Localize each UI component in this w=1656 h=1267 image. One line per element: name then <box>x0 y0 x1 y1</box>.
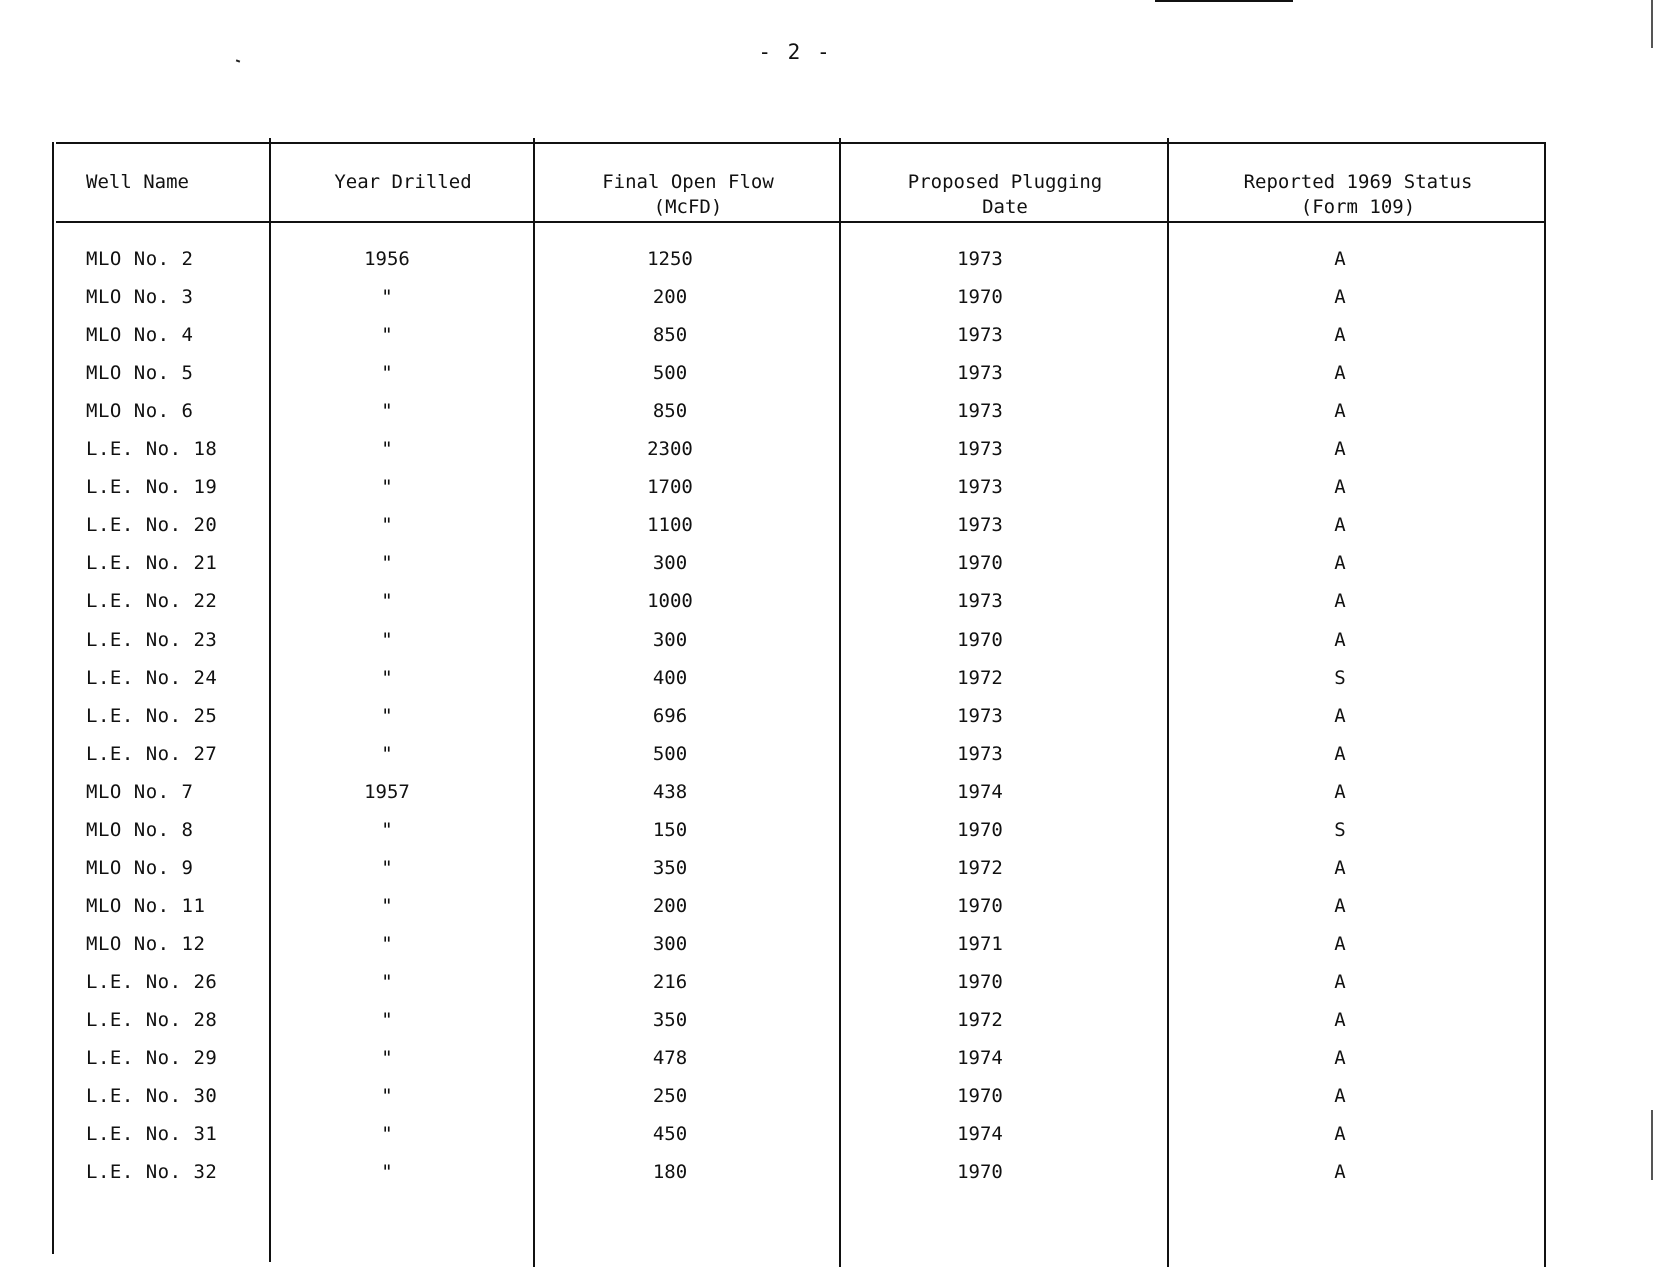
header-proposed-plugging-label: Proposed Plugging <box>907 171 1103 193</box>
cell-status: A <box>1334 590 1346 612</box>
cell-status: A <box>1334 743 1346 765</box>
cell-final-open-flow: 1700 <box>647 476 693 498</box>
cell-final-open-flow: 850 <box>652 324 688 346</box>
cell-final-open-flow: 500 <box>652 362 688 384</box>
cell-well-name: L.E. No. 26 <box>86 971 218 993</box>
column-rule-3 <box>839 138 841 1267</box>
header-reported-status-sub: (Form 109) <box>1300 196 1416 218</box>
cell-final-open-flow: 300 <box>652 933 688 955</box>
cell-well-name: L.E. No. 19 <box>86 476 218 498</box>
cell-status: A <box>1334 1123 1346 1145</box>
cell-status: A <box>1334 933 1346 955</box>
cell-year-drilled: " <box>381 857 393 879</box>
cell-well-name: L.E. No. 27 <box>86 743 218 765</box>
cell-year-drilled: " <box>381 933 393 955</box>
cell-status: A <box>1334 1085 1346 1107</box>
cell-plugging-date: 1973 <box>957 248 1003 270</box>
column-rule-1 <box>269 138 271 1262</box>
cell-year-drilled: " <box>381 552 393 574</box>
cell-well-name: MLO No. 12 <box>86 933 206 955</box>
cell-final-open-flow: 300 <box>652 552 688 574</box>
cell-plugging-date: 1970 <box>957 286 1003 308</box>
cell-status: A <box>1334 514 1346 536</box>
cell-well-name: L.E. No. 20 <box>86 514 218 536</box>
cell-year-drilled: 1956 <box>364 248 410 270</box>
cell-year-drilled: " <box>381 514 393 536</box>
cell-status: A <box>1334 629 1346 651</box>
cell-plugging-date: 1973 <box>957 438 1003 460</box>
cell-status: A <box>1334 1047 1346 1069</box>
cell-year-drilled: " <box>381 476 393 498</box>
cell-final-open-flow: 450 <box>652 1123 688 1145</box>
cell-status: A <box>1334 286 1346 308</box>
cell-plugging-date: 1970 <box>957 1161 1003 1183</box>
cell-well-name: MLO No. 6 <box>86 400 194 422</box>
cell-plugging-date: 1973 <box>957 590 1003 612</box>
cell-well-name: MLO No. 5 <box>86 362 194 384</box>
cell-final-open-flow: 216 <box>652 971 688 993</box>
cell-plugging-date: 1972 <box>957 857 1003 879</box>
cell-final-open-flow: 200 <box>652 286 688 308</box>
column-rule-right <box>1544 142 1546 1267</box>
cell-year-drilled: 1957 <box>364 781 410 803</box>
cell-well-name: MLO No. 8 <box>86 819 194 841</box>
cell-year-drilled: " <box>381 667 393 689</box>
cell-year-drilled: " <box>381 1009 393 1031</box>
cell-final-open-flow: 438 <box>652 781 688 803</box>
cell-status: A <box>1334 362 1346 384</box>
cell-final-open-flow: 350 <box>652 1009 688 1031</box>
header-reported-status-label: Reported 1969 Status <box>1243 171 1473 193</box>
cell-year-drilled: " <box>381 1161 393 1183</box>
header-final-open-flow-unit: (McFD) <box>653 196 723 218</box>
column-rule-left <box>52 142 54 1254</box>
cell-plugging-date: 1970 <box>957 971 1003 993</box>
cell-well-name: MLO No. 4 <box>86 324 194 346</box>
cell-year-drilled: " <box>381 286 393 308</box>
cell-plugging-date: 1973 <box>957 705 1003 727</box>
cell-plugging-date: 1970 <box>957 552 1003 574</box>
page-number: - 2 - <box>758 40 832 64</box>
cell-year-drilled: " <box>381 629 393 651</box>
cell-final-open-flow: 300 <box>652 629 688 651</box>
cell-well-name: L.E. No. 25 <box>86 705 218 727</box>
cell-status: A <box>1334 324 1346 346</box>
header-well-name-label: Well Name <box>86 171 189 193</box>
table-top-rule <box>56 142 1546 144</box>
cell-status: S <box>1334 667 1346 689</box>
cell-well-name: MLO No. 3 <box>86 286 194 308</box>
cell-well-name: L.E. No. 31 <box>86 1123 218 1145</box>
cell-final-open-flow: 400 <box>652 667 688 689</box>
cell-plugging-date: 1971 <box>957 933 1003 955</box>
cell-status: A <box>1334 971 1346 993</box>
header-bottom-rule <box>56 221 1546 223</box>
cell-status: A <box>1334 1161 1346 1183</box>
cell-plugging-date: 1970 <box>957 819 1003 841</box>
cell-well-name: MLO No. 7 <box>86 781 194 803</box>
cell-final-open-flow: 1100 <box>647 514 693 536</box>
cell-plugging-date: 1973 <box>957 743 1003 765</box>
cell-well-name: L.E. No. 29 <box>86 1047 218 1069</box>
header-year-drilled <box>272 170 534 195</box>
cell-status: A <box>1334 895 1346 917</box>
cell-status: A <box>1334 705 1346 727</box>
cell-status: A <box>1334 1009 1346 1031</box>
cell-plugging-date: 1972 <box>957 1009 1003 1031</box>
cell-year-drilled: " <box>381 819 393 841</box>
cell-final-open-flow: 500 <box>652 743 688 765</box>
cell-plugging-date: 1973 <box>957 362 1003 384</box>
header-year-drilled-label: Year Drilled <box>334 171 472 193</box>
cell-year-drilled: " <box>381 971 393 993</box>
cell-status: A <box>1334 400 1346 422</box>
cell-final-open-flow: 1000 <box>647 590 693 612</box>
cell-plugging-date: 1973 <box>957 324 1003 346</box>
cell-status: S <box>1334 819 1346 841</box>
cell-well-name: L.E. No. 23 <box>86 629 218 651</box>
cell-well-name: L.E. No. 30 <box>86 1085 218 1107</box>
cell-year-drilled: " <box>381 438 393 460</box>
cell-final-open-flow: 200 <box>652 895 688 917</box>
cell-plugging-date: 1973 <box>957 400 1003 422</box>
cell-final-open-flow: 180 <box>652 1161 688 1183</box>
header-final-open-flow <box>536 170 840 220</box>
cell-plugging-date: 1974 <box>957 1047 1003 1069</box>
cell-plugging-date: 1974 <box>957 781 1003 803</box>
cell-status: A <box>1334 781 1346 803</box>
cell-final-open-flow: 2300 <box>647 438 693 460</box>
cell-year-drilled: " <box>381 362 393 384</box>
header-proposed-plugging-sub: Date <box>982 196 1028 218</box>
cell-plugging-date: 1970 <box>957 629 1003 651</box>
cell-plugging-date: 1970 <box>957 1085 1003 1107</box>
cell-final-open-flow: 1250 <box>647 248 693 270</box>
cell-well-name: L.E. No. 32 <box>86 1161 218 1183</box>
cell-status: A <box>1334 857 1346 879</box>
cell-status: A <box>1334 248 1346 270</box>
cell-year-drilled: " <box>381 1085 393 1107</box>
cell-year-drilled: " <box>381 743 393 765</box>
cell-well-name: L.E. No. 28 <box>86 1009 218 1031</box>
cell-final-open-flow: 350 <box>652 857 688 879</box>
cell-final-open-flow: 850 <box>652 400 688 422</box>
column-rule-4 <box>1167 138 1169 1267</box>
cell-year-drilled: " <box>381 400 393 422</box>
header-reported-status <box>1170 170 1546 220</box>
cell-well-name: L.E. No. 18 <box>86 438 218 460</box>
cell-final-open-flow: 696 <box>652 705 688 727</box>
cell-plugging-date: 1973 <box>957 514 1003 536</box>
cell-final-open-flow: 150 <box>652 819 688 841</box>
cell-status: A <box>1334 438 1346 460</box>
cell-final-open-flow: 250 <box>652 1085 688 1107</box>
cell-status: A <box>1334 476 1346 498</box>
cell-plugging-date: 1974 <box>957 1123 1003 1145</box>
cell-well-name: MLO No. 9 <box>86 857 194 879</box>
column-rule-2 <box>533 138 535 1267</box>
cell-well-name: L.E. No. 21 <box>86 552 218 574</box>
cell-year-drilled: " <box>381 1123 393 1145</box>
cell-plugging-date: 1972 <box>957 667 1003 689</box>
cell-plugging-date: 1970 <box>957 895 1003 917</box>
cell-status: A <box>1334 552 1346 574</box>
cell-year-drilled: " <box>381 1047 393 1069</box>
header-proposed-plugging <box>842 170 1168 220</box>
cell-well-name: MLO No. 11 <box>86 895 206 917</box>
cell-well-name: L.E. No. 22 <box>86 590 218 612</box>
header-final-open-flow-label: Final Open Flow <box>602 171 774 193</box>
cell-plugging-date: 1973 <box>957 476 1003 498</box>
cell-well-name: MLO No. 2 <box>86 248 194 270</box>
cell-final-open-flow: 478 <box>652 1047 688 1069</box>
cell-year-drilled: " <box>381 705 393 727</box>
cell-year-drilled: " <box>381 895 393 917</box>
cell-year-drilled: " <box>381 590 393 612</box>
cell-year-drilled: " <box>381 324 393 346</box>
cell-well-name: L.E. No. 24 <box>86 667 218 689</box>
header-well-name <box>86 170 189 195</box>
